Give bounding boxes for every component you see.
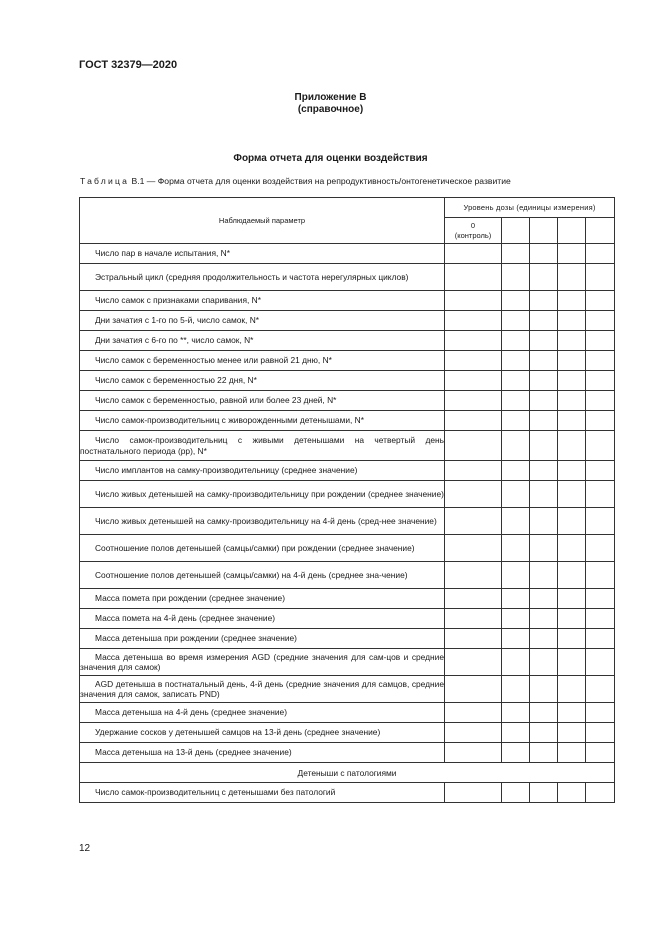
page-number: 12 [79, 843, 91, 854]
dose-value-cell [502, 703, 530, 723]
table-row [80, 431, 615, 461]
table-row [80, 351, 615, 371]
dose-value-cell [445, 264, 502, 291]
dose-value-cell [558, 629, 586, 649]
param-cell [80, 703, 445, 723]
dose-value-cell [502, 609, 530, 629]
param-cell [80, 649, 445, 676]
dose-value-cell [445, 562, 502, 589]
table-row [80, 244, 615, 264]
dose-value-cell [530, 562, 558, 589]
dose-value-cell [558, 649, 586, 676]
dose-column-header [502, 218, 530, 244]
param-text: Число живых детенышей на самку-производительницу при рождении (среднее значение) [95, 488, 444, 499]
dose-value-cell [445, 723, 502, 743]
section-label: Детеныши с патологиями [80, 763, 615, 783]
dose-value-cell [502, 676, 530, 703]
dose-value-cell [586, 676, 615, 703]
dose-value-cell [586, 649, 615, 676]
param-cell [80, 562, 445, 589]
dose-value-cell [586, 629, 615, 649]
dose-value-cell [586, 535, 615, 562]
table-row [80, 311, 615, 331]
dose-value-cell [530, 609, 558, 629]
param-text: Соотношение полов детенышей (самцы/самки) при рождении (среднее значение) [95, 542, 415, 553]
report-table [79, 197, 615, 803]
table-row [80, 535, 615, 562]
param-text: AGD детеныша в постнатальный день, 4-й день (средние значения для самцов, средние значения для самок, записать PND) [80, 678, 444, 699]
dose-value-cell [558, 311, 586, 331]
appendix-subtitle: (справочное) [297, 104, 364, 115]
standard-code: ГОСТ 32379—2020 [79, 59, 178, 71]
param-cell [80, 311, 445, 331]
dose-value-cell [530, 783, 558, 803]
param-cell [80, 723, 445, 743]
param-text: Дни зачатия с 1-го по 5-й, число самок, N* [95, 315, 260, 326]
table-row [80, 264, 615, 291]
dose-value-cell [445, 291, 502, 311]
param-cell [80, 431, 445, 461]
dose-value-cell [502, 264, 530, 291]
dose-value-cell [586, 351, 615, 371]
control-label: (контроль) [454, 230, 492, 240]
dose-value-cell [502, 535, 530, 562]
table-section-row [80, 763, 615, 783]
dose-value-cell [558, 411, 586, 431]
dose-value-cell [558, 461, 586, 481]
param-text: Число самок-производительниц с детенышами без патологий [95, 787, 336, 798]
param-text: Число самок с признаками спаривания, N* [95, 295, 261, 306]
dose-value-cell [502, 411, 530, 431]
table-row [80, 629, 615, 649]
param-text: Число самок-производительниц с живорожденными детенышами, N* [95, 415, 364, 426]
dose-value-cell [586, 481, 615, 508]
table-row [80, 371, 615, 391]
table-caption-text: — Форма отчета для оценки воздействия на репродуктивность/онтогенетическое развитие [144, 176, 511, 186]
table-row [80, 331, 615, 351]
dose-value-cell [530, 629, 558, 649]
table-row [80, 783, 615, 803]
param-text: Масса детеныша на 13-й день (среднее значение) [95, 747, 292, 758]
dose-value-cell [445, 461, 502, 481]
param-cell [80, 391, 445, 411]
table-row [80, 562, 615, 589]
table-row [80, 391, 615, 411]
dose-value-cell [502, 311, 530, 331]
dose-value-cell [530, 291, 558, 311]
dose-value-cell [586, 411, 615, 431]
table-row [80, 609, 615, 629]
dose-value-cell [445, 481, 502, 508]
dose-value-cell [586, 391, 615, 411]
param-cell [80, 331, 445, 351]
param-text: Удержание сосков у детенышей самцов на 13-й день (среднее значение) [95, 727, 381, 738]
param-text: Число имплантов на самку-производительницу (среднее значение) [95, 465, 358, 476]
dose-value-cell [530, 431, 558, 461]
dose-value-cell [586, 723, 615, 743]
dose-value-cell [530, 461, 558, 481]
dose-value-cell [502, 481, 530, 508]
param-cell [80, 609, 445, 629]
table-row [80, 291, 615, 311]
table-row [80, 508, 615, 535]
dose-value-cell [530, 391, 558, 411]
dose-value-cell [502, 431, 530, 461]
dose-value-cell [586, 431, 615, 461]
dose-value-cell [445, 629, 502, 649]
dose-value-cell [445, 431, 502, 461]
dose-value-cell [445, 703, 502, 723]
dose-value-cell [530, 743, 558, 763]
table-caption-number: В.1 [131, 176, 145, 186]
param-text: Число самок с беременностью 22 дня, N* [95, 375, 257, 386]
dose-value-cell [586, 743, 615, 763]
dose-value-cell [445, 743, 502, 763]
dose-value-cell [586, 609, 615, 629]
param-cell [80, 351, 445, 371]
form-title: Форма отчета для оценки воздействия [233, 153, 428, 164]
dose-value-cell [502, 723, 530, 743]
dose-value-cell [445, 589, 502, 609]
dose-value-cell [445, 391, 502, 411]
table-row [80, 481, 615, 508]
param-header: Наблюдаемый параметр [80, 198, 445, 244]
dose-value-cell [586, 371, 615, 391]
param-text: Масса детеныша при рождении (среднее значение) [95, 633, 297, 644]
param-cell [80, 411, 445, 431]
param-cell [80, 371, 445, 391]
dose-value-cell [530, 351, 558, 371]
dose-value-cell [530, 481, 558, 508]
param-text: Масса детеныша во время измерения AGD (средние значения для сам-цов и средние значения для самок) [80, 651, 444, 672]
dose-value-cell [530, 649, 558, 676]
dose-value-cell [530, 264, 558, 291]
dose-value-cell [502, 351, 530, 371]
param-text: Масса помета при рождении (среднее значение) [95, 593, 285, 604]
dose-value-cell [445, 351, 502, 371]
param-text: Масса помета на 4-й день (среднее значение) [95, 613, 276, 624]
dose-value-cell [502, 244, 530, 264]
dose-value-cell [445, 311, 502, 331]
param-text: Дни зачатия с 6-го по **, число самок, N* [95, 335, 254, 346]
dose-value-cell [502, 589, 530, 609]
param-cell [80, 461, 445, 481]
dose-value-cell [502, 743, 530, 763]
dose-value-cell [586, 291, 615, 311]
dose-value-cell [502, 508, 530, 535]
param-text: Число самок с беременностью менее или равной 21 дню, N* [95, 355, 332, 366]
control-header [445, 218, 502, 244]
dose-value-cell [445, 244, 502, 264]
dose-value-cell [530, 676, 558, 703]
dose-value-cell [445, 371, 502, 391]
dose-value-cell [502, 783, 530, 803]
dose-value-cell [530, 371, 558, 391]
dose-value-cell [502, 461, 530, 481]
dose-value-cell [502, 629, 530, 649]
dose-value-cell [586, 508, 615, 535]
param-text: Число пар в начале испытания, N* [95, 248, 230, 259]
dose-value-cell [530, 311, 558, 331]
dose-value-cell [530, 331, 558, 351]
param-text: Масса детеныша на 4-й день (среднее значение) [95, 707, 287, 718]
param-cell [80, 676, 445, 703]
dose-value-cell [558, 431, 586, 461]
param-cell [80, 291, 445, 311]
dose-value-cell [558, 589, 586, 609]
dose-value-cell [530, 723, 558, 743]
report-table-body [80, 244, 615, 803]
param-cell [80, 481, 445, 508]
dose-value-cell [558, 743, 586, 763]
dose-value-cell [558, 676, 586, 703]
dose-value-cell [558, 783, 586, 803]
param-text: Число самок с беременностью, равной или более 23 дней, N* [95, 395, 337, 406]
dose-value-cell [502, 291, 530, 311]
dose-value-cell [558, 371, 586, 391]
dose-value-cell [530, 508, 558, 535]
dose-value-cell [586, 562, 615, 589]
dose-value-cell [530, 703, 558, 723]
dose-header: Уровень дозы (единицы измерения) [445, 198, 615, 218]
dose-column-header [586, 218, 615, 244]
dose-value-cell [502, 391, 530, 411]
param-cell [80, 535, 445, 562]
dose-value-cell [586, 461, 615, 481]
param-text: Эстральный цикл (средняя продолжительность и частота нерегулярных циклов) [95, 271, 409, 282]
dose-value-cell [530, 589, 558, 609]
dose-value-cell [586, 264, 615, 291]
param-cell [80, 629, 445, 649]
table-row [80, 723, 615, 743]
dose-value-cell [558, 244, 586, 264]
table-row [80, 676, 615, 703]
table-row [80, 461, 615, 481]
dose-value-cell [445, 411, 502, 431]
dose-value-cell [558, 481, 586, 508]
dose-value-cell [530, 244, 558, 264]
dose-value-cell [530, 411, 558, 431]
dose-value-cell [445, 676, 502, 703]
appendix-title: Приложение В [294, 92, 367, 103]
dose-value-cell [558, 723, 586, 743]
param-text: Число самок-производительниц с живыми детенышами на четвертый день постнатального периода (pp), N* [80, 435, 444, 456]
dose-value-cell [530, 535, 558, 562]
param-cell [80, 508, 445, 535]
table-row [80, 743, 615, 763]
param-cell [80, 783, 445, 803]
dose-value-cell [558, 508, 586, 535]
dose-value-cell [502, 371, 530, 391]
dose-value-cell [445, 609, 502, 629]
dose-value-cell [586, 244, 615, 264]
param-cell [80, 244, 445, 264]
dose-value-cell [586, 703, 615, 723]
dose-value-cell [558, 264, 586, 291]
dose-value-cell [558, 535, 586, 562]
dose-value-cell [445, 331, 502, 351]
dose-column-header [558, 218, 586, 244]
table-row [80, 411, 615, 431]
dose-value-cell [586, 311, 615, 331]
dose-value-cell [558, 703, 586, 723]
param-cell [80, 589, 445, 609]
dose-value-cell [502, 649, 530, 676]
dose-column-header [530, 218, 558, 244]
table-caption [80, 176, 511, 186]
dose-value-cell [558, 331, 586, 351]
dose-value-cell [445, 535, 502, 562]
dose-value-cell [558, 562, 586, 589]
param-cell [80, 264, 445, 291]
dose-value-cell [445, 649, 502, 676]
table-row [80, 589, 615, 609]
dose-value-cell [586, 331, 615, 351]
dose-value-cell [558, 351, 586, 371]
table-caption-label: Таблица [80, 176, 130, 186]
dose-value-cell [586, 783, 615, 803]
dose-value-cell [445, 783, 502, 803]
dose-value-cell [558, 609, 586, 629]
control-value: 0 [470, 220, 476, 230]
param-text: Число живых детенышей на самку-производительницу на 4-й день (сред-нее значение) [95, 515, 437, 526]
dose-value-cell [445, 508, 502, 535]
dose-value-cell [502, 331, 530, 351]
param-cell [80, 743, 445, 763]
dose-value-cell [558, 391, 586, 411]
param-text: Соотношение полов детенышей (самцы/самки) на 4-й день (среднее зна-чение) [95, 569, 408, 580]
table-row [80, 649, 615, 676]
table-row [80, 703, 615, 723]
dose-value-cell [586, 589, 615, 609]
dose-value-cell [502, 562, 530, 589]
dose-value-cell [558, 291, 586, 311]
